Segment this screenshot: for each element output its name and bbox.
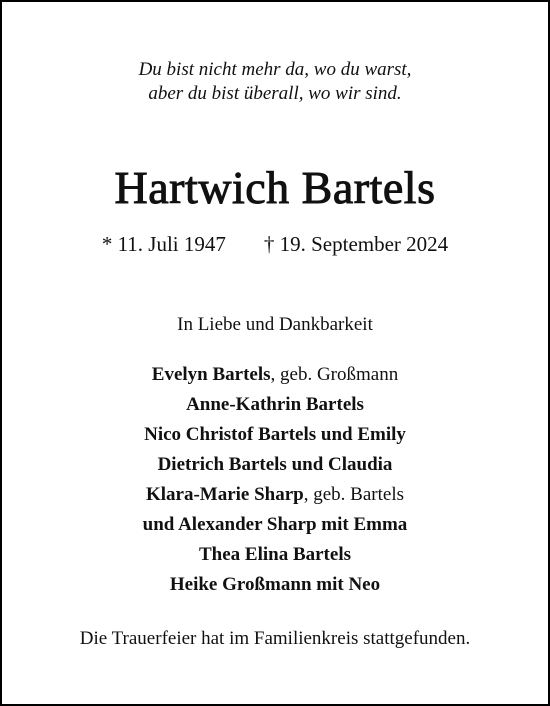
mourner-name: Evelyn Bartels [151, 364, 271, 385]
mourner-row [2, 480, 548, 510]
mourner-note: , geb. Großmann [270, 364, 399, 385]
mourner-name: und Alexander Sharp mit Emma [142, 514, 408, 535]
quote-line-2: aber du bist überall, wo wir sind. [148, 83, 402, 104]
mourner-name: Nico Christof Bartels und Emily [144, 424, 406, 445]
mourners-list [2, 360, 548, 600]
mourner-row [2, 540, 548, 570]
mourner-name: Thea Elina Bartels [198, 544, 351, 565]
mourner-row [2, 510, 548, 540]
mourner-row [2, 450, 548, 480]
dedication-line: In Liebe und Dankbarkeit [177, 314, 373, 335]
mourner-name: Klara-Marie Sharp [145, 484, 304, 505]
quote-line-1: Du bist nicht mehr da, wo du warst, [138, 59, 412, 80]
mourner-row [2, 420, 548, 450]
deceased-name: Hartwich Bartels [114, 162, 436, 213]
mourner-note: , geb. Bartels [303, 484, 405, 505]
mourner-name: Heike Großmann mit Neo [169, 574, 381, 595]
funeral-notice: Die Trauerfeier hat im Familienkreis stattgefunden. [79, 628, 471, 649]
birth-date: * 11. Juli 1947 [101, 232, 226, 256]
mourner-name: Anne-Kathrin Bartels [186, 394, 364, 415]
mourner-row [2, 360, 548, 390]
life-dates [2, 231, 548, 257]
mourner-row [2, 570, 548, 600]
death-date: † 19. September 2024 [263, 232, 449, 256]
mourner-row [2, 390, 548, 420]
mourner-name: Dietrich Bartels und Claudia [157, 454, 393, 475]
memorial-quote [2, 58, 548, 106]
